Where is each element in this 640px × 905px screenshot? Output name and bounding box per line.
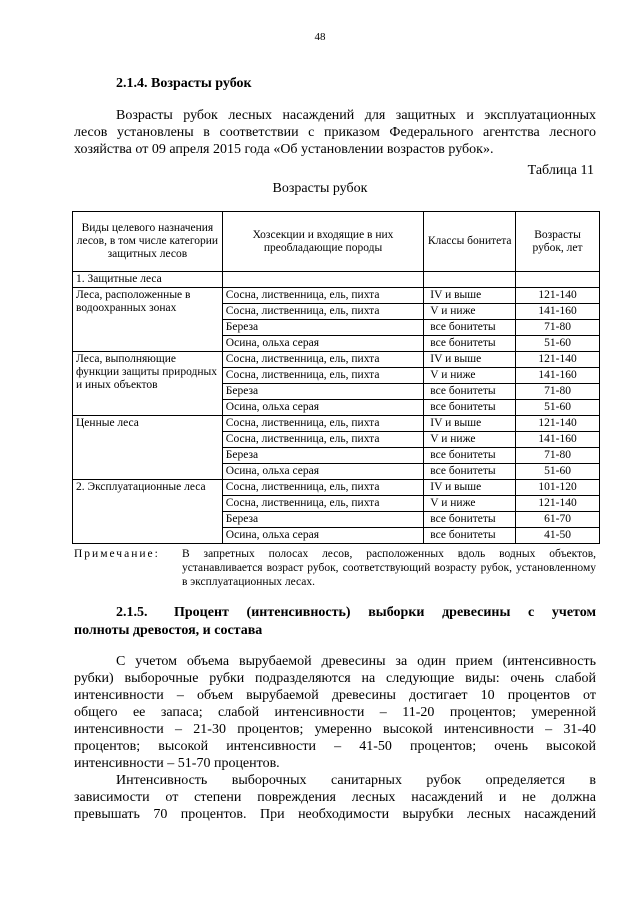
age-cell: 101-120 [516,480,600,496]
page-number: 48 [314,31,326,43]
header-class: Классы бонитета [424,212,516,272]
group-name: Леса, выполняющие функции защиты природных и иных объектов [73,352,223,416]
group-name: 2. Эксплуатационные леса [73,480,223,544]
table-title: Возрасты рубок [272,181,368,196]
class-cell: V и ниже [424,304,516,320]
age-cell: 121-140 [516,288,600,304]
paragraph-line: интенсивности – объем вырубаемой древесины достигает 10 процентов от [74,688,596,703]
table-row [73,352,600,368]
section-cell: Осина, ольха серая [222,400,423,416]
section-number: 2.1.5. [116,605,148,620]
section-heading-2-1-4: 2.1.4. Возрасты рубок [116,76,252,91]
paragraph-line: С учетом объема вырубаемой древесины за один прием (интенсивность [116,654,596,669]
section-cell: Береза [222,448,423,464]
header-purpose: Виды целевого назначения лесов, в том числе категории защитных лесов [73,212,223,272]
cutting-age-table [72,211,600,544]
paragraph-line: превышать 70 процентов. При необходимости вырубки лесных насаждений [74,807,596,822]
class-cell: все бонитеты [424,336,516,352]
section-cell: Осина, ольха серая [222,464,423,480]
age-cell: 121-140 [516,496,600,512]
class-cell: все бонитеты [424,464,516,480]
table-row [73,416,600,432]
group-name: Леса, расположенные в водоохранных зонах [73,288,223,352]
note-label: Примечание: [74,548,160,560]
age-cell: 51-60 [516,400,600,416]
paragraph-line: интенсивности – 51-70 процентов. [74,756,280,771]
category-row: 1. Защитные леса [73,272,223,288]
class-cell: все бонитеты [424,448,516,464]
age-cell: 51-60 [516,464,600,480]
age-cell: 71-80 [516,384,600,400]
section-cell: Осина, ольха серая [222,528,423,544]
age-cell: 51-60 [516,336,600,352]
age-cell: 121-140 [516,416,600,432]
class-cell: все бонитеты [424,512,516,528]
class-cell: все бонитеты [424,400,516,416]
paragraph-line: зависимости от степени повреждения лесных насаждений и не должна [74,790,596,805]
note-text: В запретных полосах лесов, расположенных вдоль водных объектов, устанавливается возраст рубок, соответствующий возрасту рубок, установленному в эксплуатационных лесах. [182,548,596,588]
section-title-line-1: Процент (интенсивность) выборки древесины с учетом [174,605,596,620]
table-number: Таблица 11 [527,163,594,178]
age-cell: 121-140 [516,352,600,368]
paragraph-line: хозяйства от 09 апреля 2015 года «Об установлении возрастов рубок». [74,142,494,157]
class-cell: все бонитеты [424,528,516,544]
class-cell: V и ниже [424,368,516,384]
paragraph-line: лесов установлены в соответствии с приказом Федерального агентства лесного [74,125,596,140]
class-cell: все бонитеты [424,320,516,336]
age-cell: 71-80 [516,320,600,336]
section-cell: Сосна, лиственница, ель, пихта [222,496,423,512]
class-cell: V и ниже [424,496,516,512]
class-cell: IV и выше [424,416,516,432]
age-cell: 61-70 [516,512,600,528]
section-cell: Сосна, лиственница, ель, пихта [222,288,423,304]
section-cell: Береза [222,320,423,336]
header-section: Хозсекции и входящие в них преобладающие породы [222,212,423,272]
class-cell: IV и выше [424,288,516,304]
section-cell: Береза [222,512,423,528]
table-row [73,288,600,304]
age-cell: 141-160 [516,368,600,384]
section-cell: Сосна, лиственница, ель, пихта [222,304,423,320]
age-cell: 141-160 [516,432,600,448]
paragraph-line: Возрасты рубок лесных насаждений для защитных и эксплуатационных [116,108,596,123]
paragraph-line: Интенсивность выборочных санитарных рубок определяется в [116,773,596,788]
table-row [73,480,600,496]
section-cell: Сосна, лиственница, ель, пихта [222,416,423,432]
age-cell: 141-160 [516,304,600,320]
section-cell: Сосна, лиственница, ель, пихта [222,352,423,368]
age-cell: 41-50 [516,528,600,544]
class-cell: все бонитеты [424,384,516,400]
header-age: Возрасты рубок, лет [516,212,600,272]
section-cell: Осина, ольха серая [222,336,423,352]
section-cell: Сосна, лиственница, ель, пихта [222,368,423,384]
paragraph-line: общего ее запаса; слабой интенсивности – 11-20 процентов; умеренной [74,705,596,720]
paragraph-line: рубки) выборочные рубки подразделяются на следующие виды: очень слабой [74,671,596,686]
class-cell: IV и выше [424,480,516,496]
group-name: Ценные леса [73,416,223,480]
paragraph-line: интенсивности – 21-30 процентов; умеренно высокой интенсивности – 31-40 [74,722,596,737]
age-cell: 71-80 [516,448,600,464]
section-cell: Сосна, лиственница, ель, пихта [222,432,423,448]
section-cell: Береза [222,384,423,400]
class-cell: V и ниже [424,432,516,448]
paragraph-line: процентов; высокой интенсивности – 41-50 процентов; очень высокой [74,739,596,754]
class-cell: IV и выше [424,352,516,368]
section-cell: Сосна, лиственница, ель, пихта [222,480,423,496]
section-title-line-2: полноты древостоя, и состава [74,623,263,638]
